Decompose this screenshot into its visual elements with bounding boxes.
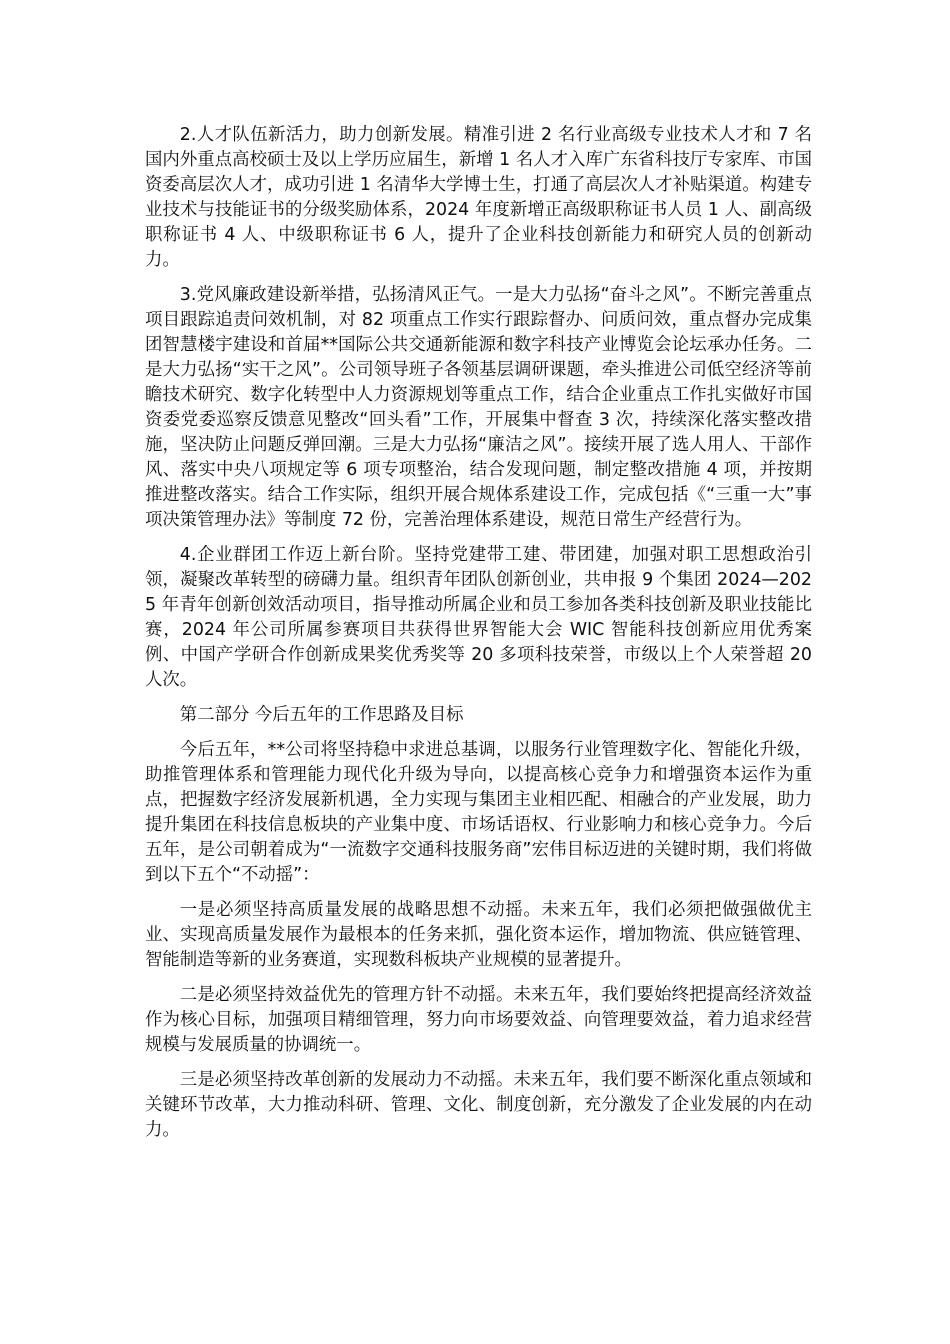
paragraph-five-year-intro: 今后五年，**公司将坚持稳中求进总基调，以服务行业管理数字化、智能化升级，助推管理体系和管理能力现代化升级为导向，以提高核心竞争力和增强资本运作为重点，把握数字经济发展新机遇，全力实现与集团主业相匹配、相融合的产业发展，助力提升集团在科技信息板块的产业集中度、市场话语权、行业影响力和核心竞争力。今后五年，是公司朝着成为“一流数字交通科技服务商”宏伟目标迈进的关键时期，我们将做到以下五个“不动摇”：: [145, 740, 812, 885]
paragraph-goal-two: 二是必须坚持效益优先的管理方针不动摇。未来五年，我们要始终把提高经济效益作为核心目标，加强项目精细管理，努力向市场要效益、向管理要效益，着力追求经营规模与发展质量的协调统一。: [145, 985, 812, 1055]
paragraph-goal-one: 一是必须坚持高质量发展的战略思想不动摇。未来五年，我们必须把做强做优主业、实现高质量发展作为最根本的任务来抓，强化资本运作，增加物流、供应链管理、智能制造等新的业务赛道，实现数科板块产业规模的显著提升。: [145, 900, 812, 970]
paragraph-party-conduct: 3.党风廉政建设新举措，弘扬清风正气。一是大力弘扬“奋斗之风”。不断完善重点项目跟踪追责问效机制，对 82 项重点工作实行跟踪督办、问质问效，重点督办完成集团智慧楼宇建设和首届**国际公共交通新能源和数字科技产业博览会论坛承办任务。二是大力弘扬“实干之风”。公司领导班子各领基层调研课题，牵头推进公司低空经济等前瞻技术研究、数字化转型中人力资源规划等重点工作，结合企业重点工作扎实做好市国资委党委巡察反馈意见整改“回头看”工作，开展集中督查 3 次，持续深化落实整改措施，坚决防止问题反弹回潮。三是大力弘扬“廉洁之风”。接续开展了选人用人、干部作风、落实中央八项规定等 6 项专项整治，结合发现问题，制定整改措施 4 项，并按期推进整改落实。结合工作实际，组织开展合规体系建设工作，完成包括《“三重一大”事项决策管理办法》等制度 72 份，完善治理体系建设，规范日常生产经营行为。: [145, 285, 812, 530]
section-heading: 第二部分 今后五年的工作思路及目标: [179, 705, 464, 725]
document-page: [145, 123, 812, 1153]
paragraph-talent: 2.人才队伍新活力，助力创新发展。精准引进 2 名行业高级专业技术人才和 7 名国内外重点高校硕士及以上学历应届生，新增 1 名人才入库广东省科技厅专家库、市国资委高层次人才，成功引进 1 名清华大学博士生，打通了高层次人才补贴渠道。构建专业技术与技能证书的分级奖励体系，2024 年度新增正高级职称证书人员 1 人、副高级职称证书 4 人、中级职称证书 6 人，提升了企业科技创新能力和研究人员的创新动力。: [145, 125, 812, 270]
paragraph-goal-three: 三是必须坚持改革创新的发展动力不动摇。未来五年，我们要不断深化重点领域和关键环节改革，大力推动科研、管理、文化、制度创新，充分激发了企业发展的内在动力。: [145, 1070, 812, 1140]
paragraph-group-work: 4.企业群团工作迈上新台阶。坚持党建带工建、带团建，加强对职工思想政治引领，凝聚改革转型的磅礴力量。组织青年团队创新创业，共申报 9 个集团 2024—2025 年青年创新创效活动项目，指导推动所属企业和员工参加各类科技创新及职业技能比赛，2024 年公司所属参赛项目共获得世界智能大会 WIC 智能科技创新应用优秀案例、中国产学研合作创新成果奖优秀奖等 20 多项科技荣誉，市级以上个人荣誉超 20 人次。: [145, 545, 812, 690]
